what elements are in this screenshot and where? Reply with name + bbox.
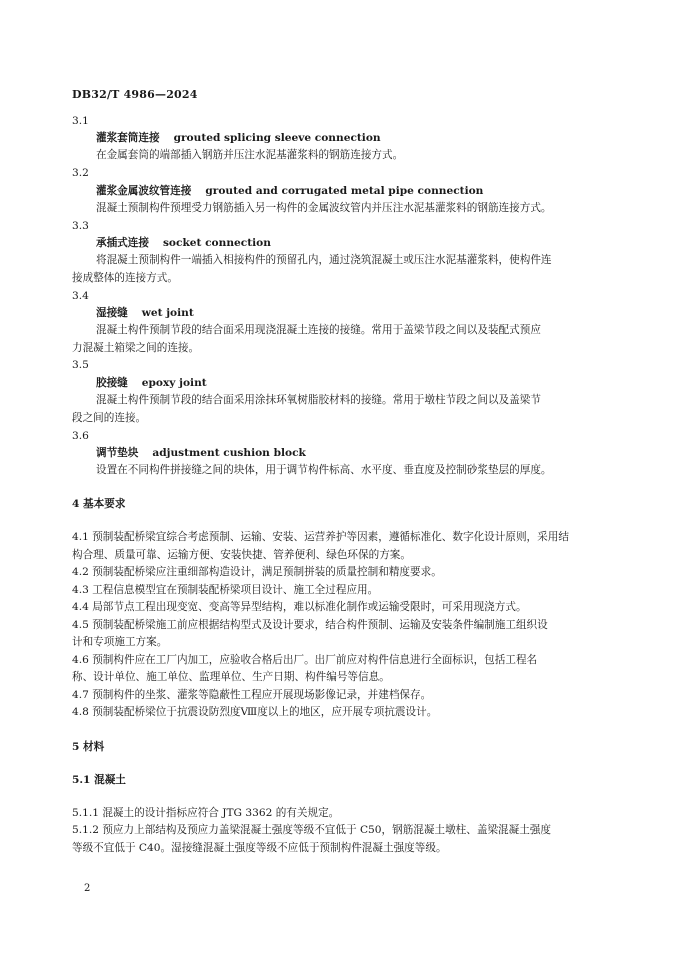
term-zh: 灌浆套筒连接 [96,132,160,144]
clause-cont: 称、设计单位、施工单位、监理单位、生产日期、构件编号等信息。 [72,671,390,683]
term-en: grouted and corrugated metal pipe connection [205,185,484,197]
term-definition: 混凝土构件预制节段的结合面采用现浇混凝土连接的接缝。常用于盖梁节段之间以及装配式预应 [96,324,541,336]
term-en: wet joint [141,307,194,319]
clause: 4.8 预制装配桥梁位于抗震设防烈度Ⅷ度以上的地区，应开展专项抗震设计。 [72,706,438,718]
term-title [96,306,596,320]
term-definition: 混凝土预制构件预埋受力钢筋插入另一构件的金属波纹管内并压注水泥基灌浆料的钢筋连接方式。 [96,202,552,214]
term-definition-cont: 接成整体的连接方式。 [72,272,178,284]
term-en: grouted splicing sleeve connection [173,132,381,144]
clause: 5.1.2 预应力上部结构及预应力盖梁混凝土强度等级不宜低于 C50，钢筋混凝土墩柱、盖梁混凝土强度 [72,824,552,836]
term-definition: 将混凝土预制构件一端插入相接构件的预留孔内，通过浇筑混凝土或压注水泥基灌浆料，使构件连 [96,254,552,266]
term-number: 3.4 [72,290,89,302]
term-number: 3.2 [72,167,89,179]
term-zh: 胶接缝 [96,377,128,389]
clause: 4.3 工程信息模型宜在预制装配桥梁项目设计、施工全过程应用。 [72,584,379,596]
term-zh: 调节垫块 [96,447,139,459]
term-definition-cont: 力混凝土箱梁之间的连接。 [72,342,200,354]
term-en: socket connection [162,237,271,249]
term-title [96,184,596,198]
clause: 4.1 预制装配桥梁宜综合考虑预制、运输、安装、运营养护等因素，遵循标准化、数字化设计原则，采用结 [72,531,569,543]
clause: 4.6 预制构件应在工厂内加工，应验收合格后出厂。出厂前应对构件信息进行全面标识，包括工程名 [72,654,538,666]
clause-cont: 计和专项施工方案。 [72,636,168,648]
term-title [96,236,596,250]
clause: 4.7 预制构件的坐浆、灌浆等隐蔽性工程应开展现场影像记录，并建档保存。 [72,689,432,701]
term-number: 3.3 [72,220,89,232]
term-zh: 湿接缝 [96,307,128,319]
section-heading: 4 基本要求 [72,498,126,510]
clause: 5.1.1 混凝土的设计指标应符合 JTG 3362 的有关规定。 [72,807,340,819]
term-title [96,131,596,145]
term-en: epoxy joint [141,377,207,389]
term-number: 3.5 [72,359,89,371]
term-definition: 在金属套筒的端部插入钢筋并压注水泥基灌浆料的钢筋连接方式。 [96,149,404,161]
term-en: adjustment cushion block [152,447,306,459]
clause-cont: 构合理、质量可靠、运输方便、安装快捷、管养便利、绿色环保的方案。 [72,549,411,561]
subsection-heading: 5.1 混凝土 [72,774,126,786]
clause-cont: 等级不宜低于 C40。湿接缝混凝土强度等级不应低于预制构件混凝土强度等级。 [72,842,447,854]
clause: 4.2 预制装配桥梁应注重细部构造设计，满足预制拼装的质量控制和精度要求。 [72,566,442,578]
term-title [96,446,596,460]
term-number: 3.1 [72,115,89,127]
document-header: DB32/T 4986—2024 [72,88,198,101]
section-heading: 5 材料 [72,741,105,753]
term-definition: 混凝土构件预制节段的结合面采用涂抹环氧树脂胶材料的接缝。常用于墩柱节段之间以及盖梁节 [96,394,541,406]
term-definition-cont: 段之间的连接。 [72,412,147,424]
term-number: 3.6 [72,430,89,442]
term-zh: 承插式连接 [96,237,149,249]
page-number: 2 [84,883,91,894]
clause: 4.5 预制装配桥梁施工前应根据结构型式及设计要求，结合构件预制、运输及安装条件编制施工组织设 [72,619,548,631]
term-definition: 设置在不同构件拼接缝之间的块体，用于调节构件标高、水平度、垂直度及控制砂浆垫层的厚度。 [96,464,552,476]
term-zh: 灌浆金属波纹管连接 [96,185,192,197]
clause: 4.4 局部节点工程出现变宽、变高等异型结构，难以标准化制作或运输受限时，可采用现浇方式。 [72,601,527,613]
term-title [96,376,596,390]
